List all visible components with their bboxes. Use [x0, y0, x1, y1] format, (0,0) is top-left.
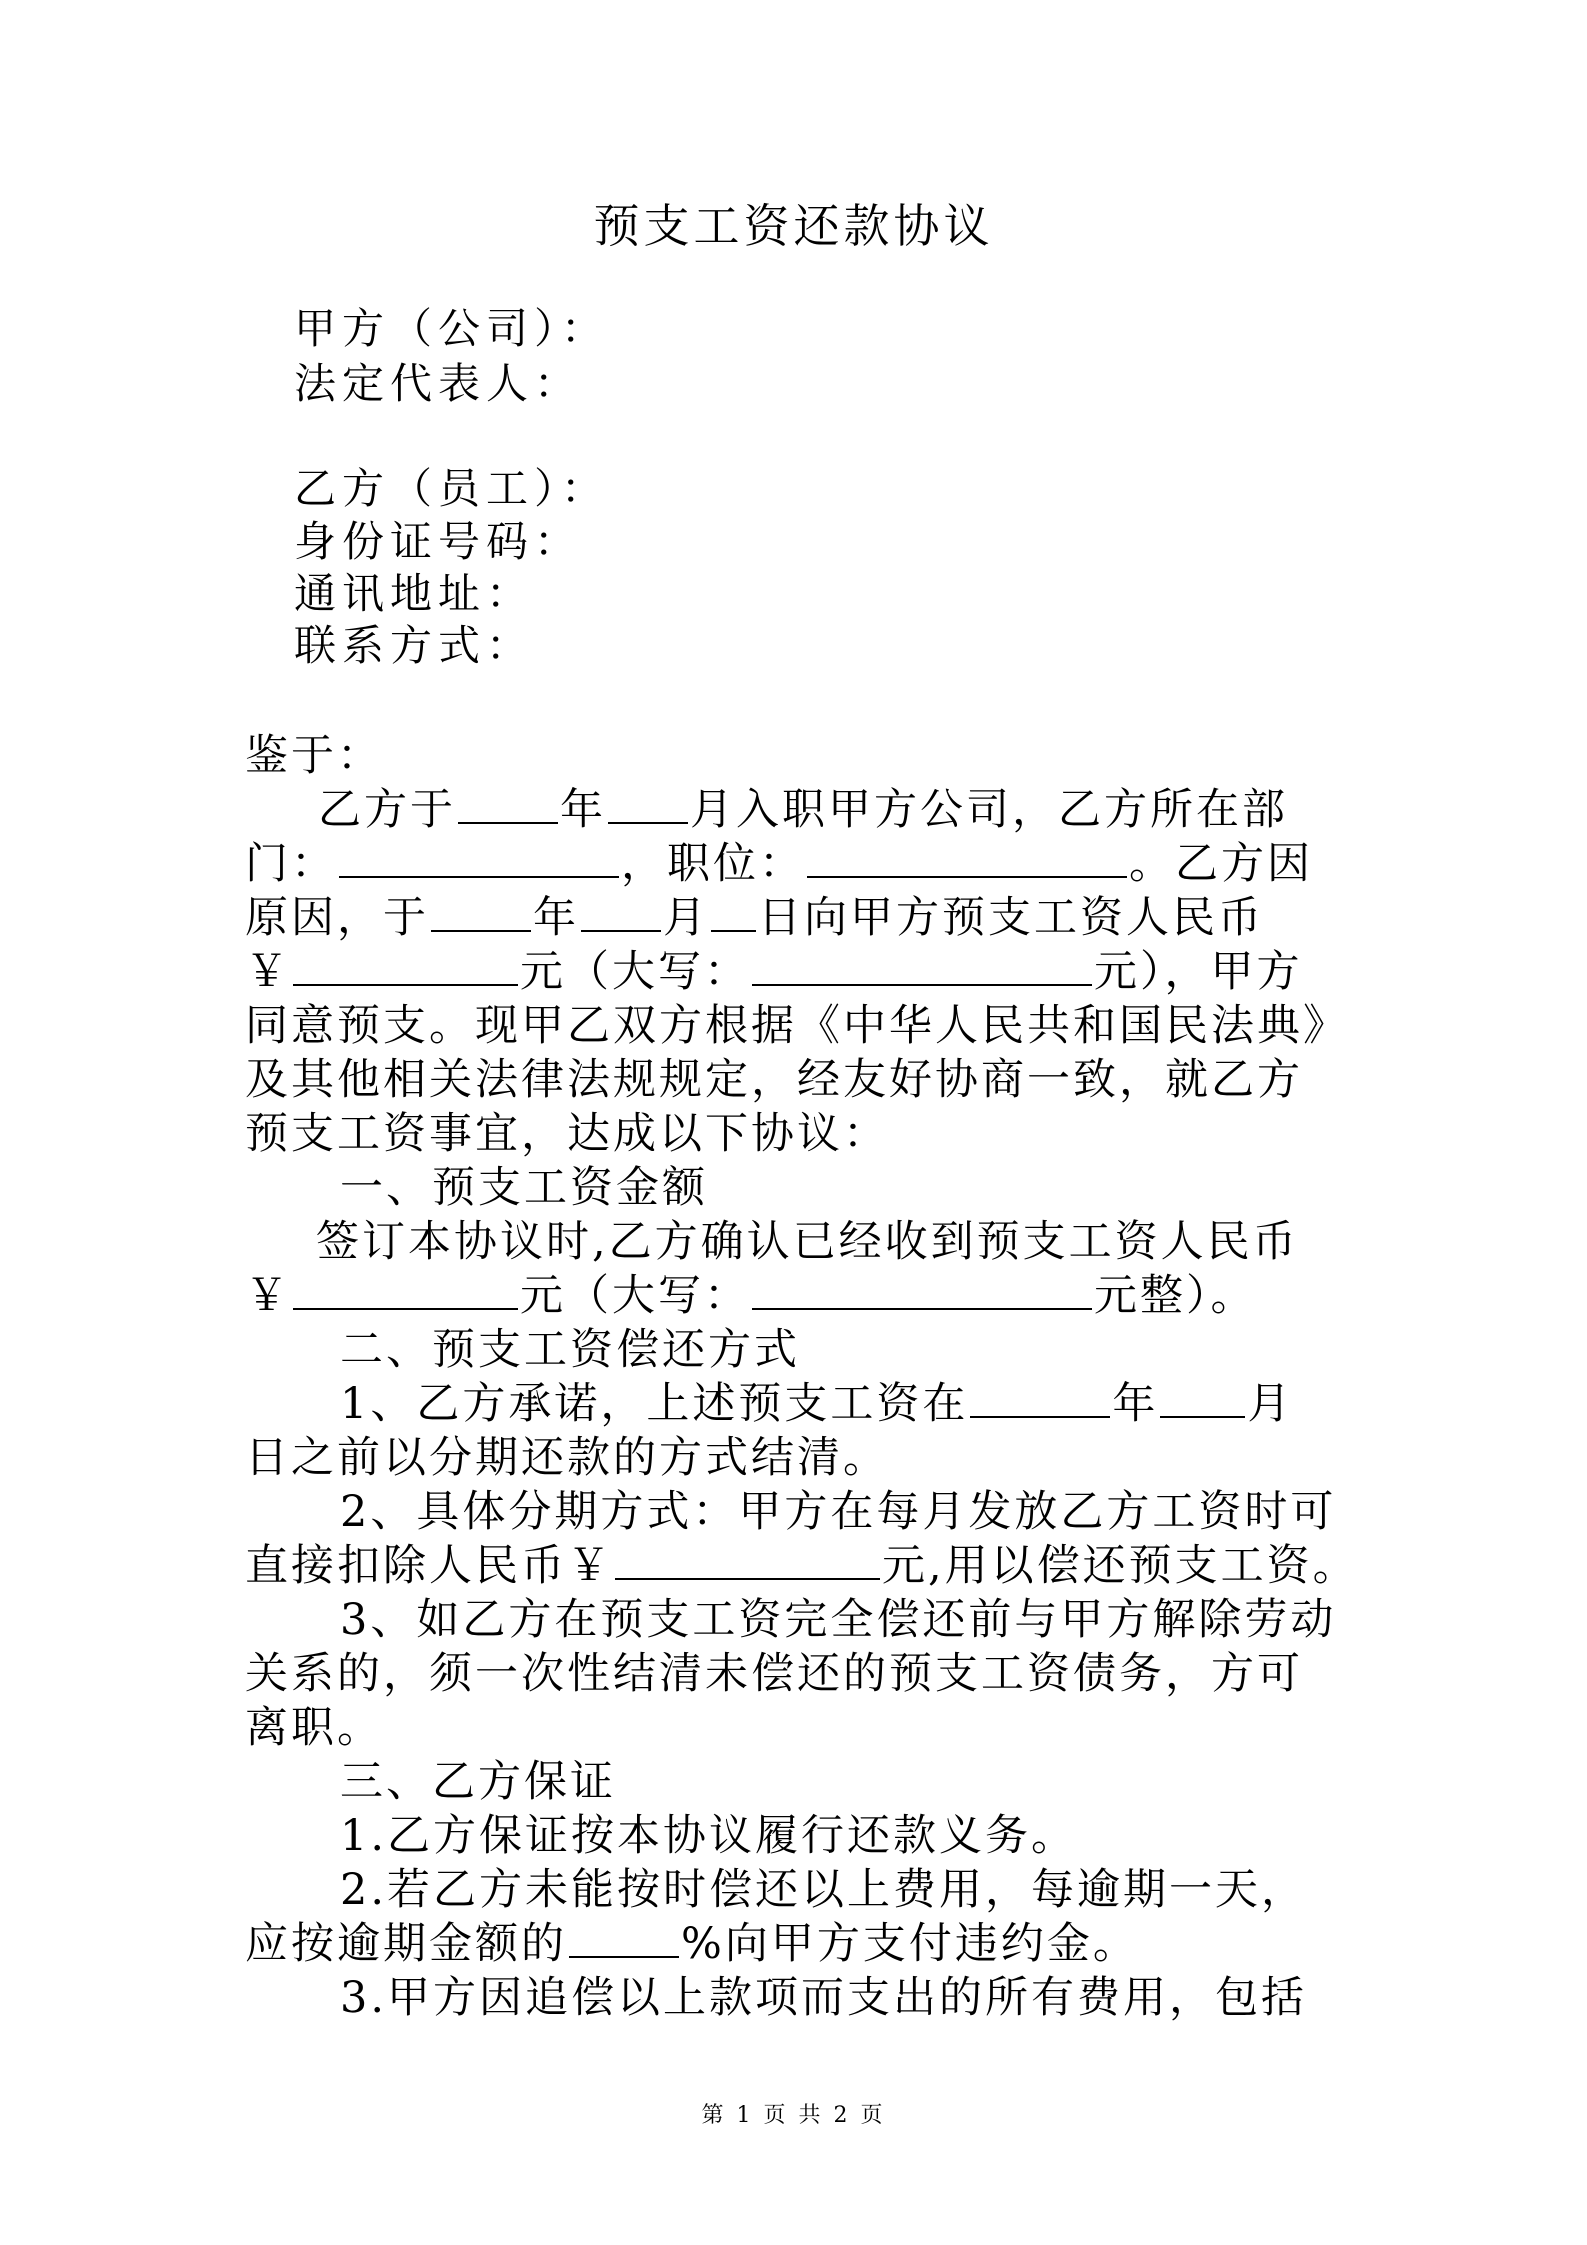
page-footer: 第 1 页 共 2 页: [701, 2103, 886, 2128]
whereas-line-5: 同意预支。现甲乙双方根据《中华人民共和国民法典》: [245, 1001, 1349, 1051]
whereas-text: 门：: [245, 839, 337, 889]
section-2-item-1: [340, 1378, 1460, 1430]
section-3-heading: 三、乙方保证: [340, 1757, 616, 1807]
amount-uppercase-blank: [752, 946, 1092, 986]
whereas-text: ￥: [245, 947, 291, 997]
party-b-contact-label: 联系方式：: [294, 621, 535, 670]
section-2-item-1-cont: 日之前以分期还款的方式结清。: [245, 1433, 889, 1483]
whereas-text: 年: [560, 785, 606, 835]
whereas-heading: 鉴于：: [245, 731, 383, 781]
department-blank: [339, 838, 619, 878]
section-text: 1、乙方承诺，上述预支工资在: [340, 1379, 969, 1429]
entry-year-blank: [458, 784, 558, 824]
whereas-line-2: [245, 838, 1365, 890]
section-1-line-1: 签订本协议时,乙方确认已经收到预支工资人民币: [316, 1217, 1299, 1267]
whereas-text: 。乙方因: [1129, 839, 1313, 889]
section-text: 元,用以偿还预支工资。: [882, 1541, 1359, 1591]
whereas-text: 元），甲方: [1094, 947, 1303, 997]
section-2-heading: 二、预支工资偿还方式: [340, 1325, 800, 1375]
section-3-item-1: 1.乙方保证按本协议履行还款义务。: [340, 1811, 1078, 1861]
section-text: 元整）。: [1094, 1271, 1257, 1321]
party-a-label: 甲方（公司）：: [294, 304, 610, 353]
whereas-line-4: [245, 946, 1365, 998]
monthly-deduction-blank: [615, 1540, 880, 1580]
whereas-text: 元（大写：: [520, 947, 750, 997]
section-2-item-3-end: 离职。: [245, 1703, 383, 1753]
section-text: 元（大写：: [520, 1271, 750, 1321]
whereas-line-7: 预支工资事宜，达成以下协议：: [245, 1109, 889, 1159]
position-blank: [807, 838, 1127, 878]
penalty-rate-blank: [569, 1918, 679, 1958]
repay-year-blank: [970, 1378, 1110, 1418]
section-text: %向甲方支付违约金。: [681, 1919, 1139, 1969]
section-3-item-2: 2.若乙方未能按时偿还以上费用，每逾期一天，: [340, 1865, 1308, 1915]
whereas-line-6: 及其他相关法律法规规定，经友好协商一致，就乙方: [245, 1055, 1303, 1105]
whereas-text: 月: [663, 893, 709, 943]
whereas-text: ，职位：: [621, 839, 805, 889]
section-2-item-3: 3、如乙方在预支工资完全偿还前与甲方解除劳动: [340, 1595, 1337, 1645]
document-title: 预支工资还款协议: [593, 199, 994, 253]
whereas-text: 月入职甲方公司，乙方所在部: [690, 785, 1288, 835]
section-3-item-3: 3.甲方因追偿以上款项而支出的所有费用，包括: [340, 1973, 1308, 2023]
section-2-item-2-cont: [245, 1540, 1365, 1592]
section-2-item-3-cont: 关系的，须一次性结清未偿还的预支工资债务，方可: [245, 1649, 1303, 1699]
whereas-line-3: [245, 892, 1365, 944]
section-2-item-2: 2、具体分期方式：甲方在每月发放乙方工资时可: [340, 1487, 1337, 1537]
whereas-text: 乙方于: [318, 785, 456, 835]
section-text: ￥: [245, 1271, 291, 1321]
section-3-item-2-cont: [245, 1918, 1365, 1970]
whereas-text: 日向甲方预支工资人民币: [758, 893, 1264, 943]
advance-day-blank: [711, 892, 756, 932]
repay-month-blank: [1160, 1378, 1245, 1418]
party-b-id-label: 身份证号码：: [294, 517, 583, 566]
whereas-line-1: [318, 784, 1438, 836]
party-b-address-label: 通讯地址：: [294, 569, 535, 618]
amount-blank: [293, 946, 518, 986]
received-amount-uppercase-blank: [752, 1270, 1092, 1310]
party-b-label: 乙方（员工）：: [294, 464, 610, 513]
advance-month-blank: [581, 892, 661, 932]
received-amount-blank: [293, 1270, 518, 1310]
section-1-line-2: [245, 1270, 1365, 1322]
advance-year-blank: [431, 892, 531, 932]
whereas-text: 原因，于: [245, 893, 429, 943]
whereas-text: 年: [533, 893, 579, 943]
section-text: 直接扣除人民币￥: [245, 1541, 613, 1591]
party-a-rep-label: 法定代表人：: [294, 359, 583, 408]
section-text: 月: [1247, 1379, 1294, 1429]
section-text: 年: [1112, 1379, 1159, 1429]
entry-month-blank: [608, 784, 688, 824]
section-text: 应按逾期金额的: [245, 1919, 567, 1969]
section-1-heading: 一、预支工资金额: [340, 1163, 708, 1213]
